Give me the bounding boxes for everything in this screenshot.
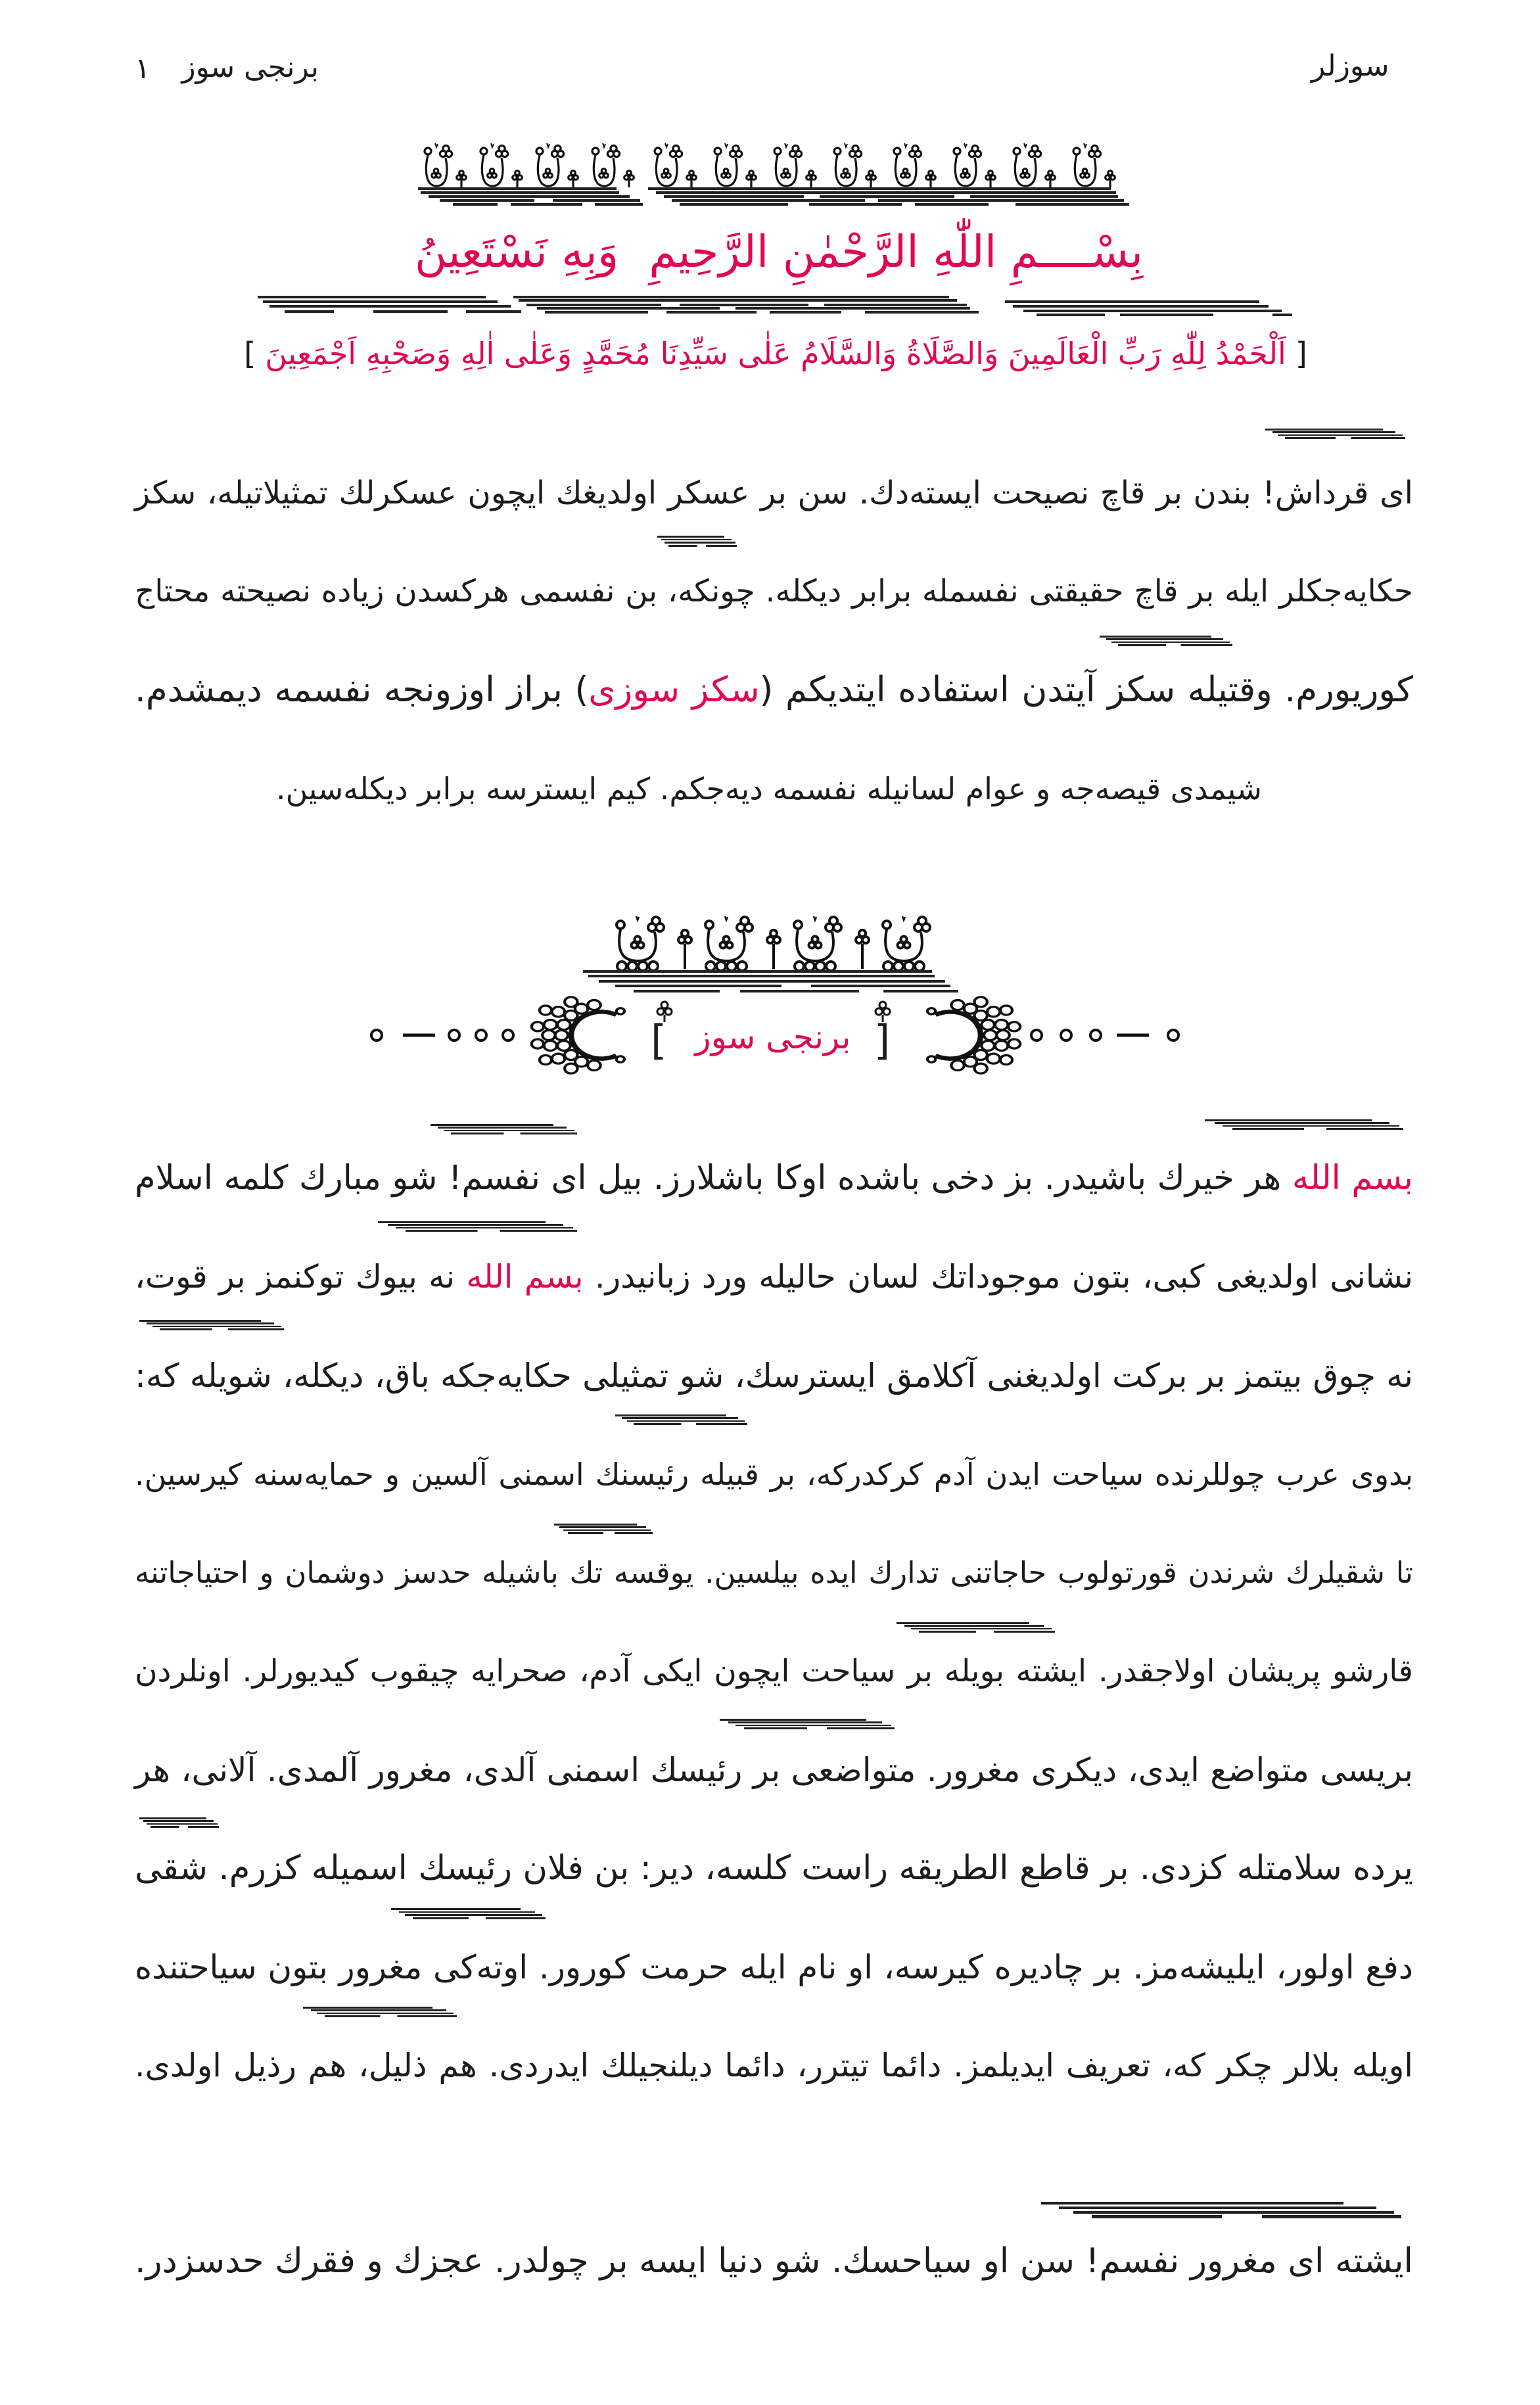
first-word-line-2-end: نه بیوك توكنمز بر قوت،: [135, 1258, 467, 1296]
basmala-line: [414, 208, 1144, 296]
section-title: برنجی سوز: [695, 1018, 851, 1056]
rule-mark: [139, 1817, 219, 1828]
first-word-line-10: اویله بلالر چكر كه، تعریف ایدیلمز. دائما تیترر، دائما دیلنجیلك ایدردی. هم ذلیل، هم رذیل اولدی.: [135, 2047, 1413, 2084]
rule-mark: [615, 1414, 747, 1425]
rule-mark: [554, 1524, 653, 1534]
rule-mark: [378, 1221, 577, 1232]
basmala-highlight-1: بسم الله: [1292, 1159, 1414, 1198]
tulip-ornament-top-icon: [414, 140, 1137, 207]
section-open-bracket: [: [651, 1016, 667, 1064]
first-word-line-1-text: هر خیرك باشیدر. بز دخی باشده اوكا باشلارز. بیل ای نفسم! شو مبارك كلمه اسلام: [135, 1159, 1292, 1198]
rule-mark: [303, 2007, 457, 2017]
hamd-line: [230, 319, 1321, 388]
beaded-crescent-right-icon: [923, 996, 1025, 1075]
intro-line-3-start: كوریورم. وقتیله سكز آیتدن استفاده ایتدیكم (: [759, 670, 1413, 710]
rule-mark: [720, 1719, 895, 1729]
first-word-line-7: بریسی متواضع ایدی، دیكری مغرور. متواضعی بر رئیسك اسمنی آلدی، مغرور آلمدی. آلانی، هر: [135, 1751, 1413, 1789]
section-close-bracket: ]: [874, 1016, 891, 1064]
rule-mark: [391, 1908, 546, 1919]
running-title: برنجی سوز: [181, 51, 319, 84]
bead-chain-right-icon: [1025, 1025, 1183, 1045]
first-word-line-4: بدوی عرب چوللرنده سیاحت ایدن آدم كركدركه، بر قبیله رئیسنك اسمنی آلسین و حمایه‌سنه كیرسین.: [135, 1457, 1413, 1492]
rule-mark: [1100, 636, 1232, 646]
rule-mark: [897, 1622, 1055, 1633]
rule-mark: [1041, 2202, 1401, 2218]
tulip-ornament-section-icon: [578, 912, 966, 994]
first-word-line-5: تا شقیلرك شرندن قورتولوب حاجاتنی تدارك ایده بیلسین. یوقسه تك باشیله حدسز دوشمان و احتیاجاتنه: [135, 1555, 1413, 1590]
rule-divider-icon: [250, 292, 1301, 318]
hamd-text: اَلْحَمْدُ لِلّٰهِ رَبِّ الْعَالَمِينَ وَالصَّلَاةُ وَالسَّلَامُ عَلٰى سَيِّدِنَا مُحَمَّدٍ وَعَلٰى اٰلِهِ وَصَحْبِهِ اَجْمَعِينَ: [265, 336, 1286, 371]
first-word-line-3: نه چوق بیتمز بر بركت اولدیغنی آكلامق ایسترسك، شو تمثیلی حكایه‌جكه باق، دیكله، شویله كه:: [135, 1357, 1413, 1395]
hamd-close-bracket: ]: [244, 336, 256, 371]
hamd-open-bracket: [: [1295, 336, 1307, 371]
rule-mark: [431, 1124, 577, 1134]
beaded-crescent-left-icon: [526, 996, 628, 1075]
bead-chain-left-icon: [368, 1025, 526, 1045]
rule-mark: [1205, 1119, 1403, 1130]
highlight-sekiz-sozler: سكز سوزی: [588, 670, 760, 710]
first-word-line-9: دفع اولور، ایلیشه‌مز. بر چادیره كیرسه، او نام ایله حرمت كورور. اوته‌كی مغرور بتون سیاحتنده: [135, 1948, 1413, 1986]
intro-line-2: حكایه‌جكلر ایله بر قاچ حقیقتی نفسمله برابر دیكله. چونكه، بن نفسمی هركسدن زیاده نصیحته محتاج: [135, 573, 1413, 609]
closing-line: ایشته ای مغرور نفسم! سن او سیاحسك. شو دنیا ایسه بر چولدر. عجزك و فقرك حدسزدر.: [135, 2241, 1413, 2281]
intro-line-3-end: ) براز اوزونجه نفسمه دیمشدم.: [135, 670, 589, 710]
intro-line-1: ای قرداش! بندن بر قاچ نصیحت ایسته‌دك. سن بر عسكر اولدیغك ایچون عسكرلك تمثیلاتیله، سكز: [135, 475, 1413, 511]
basmala-highlight-2: بسم الله: [466, 1258, 584, 1296]
first-word-line-1: [135, 1129, 1413, 1228]
book-title: سوزلر: [1311, 49, 1389, 83]
rule-mark: [139, 1320, 284, 1330]
page-number: ١: [135, 52, 151, 85]
first-word-line-8: یرده سلامتله كزدی. بر قاطع الطریقه راست كلسه، دیر: بن فلان رئیسك اسمیله كزرم. شقی: [135, 1849, 1413, 1888]
first-word-line-2: [135, 1228, 1413, 1326]
intro-line-3: [135, 641, 1413, 739]
basmala: بِسْــــمِ اللّٰهِ الرَّحْمٰنِ الرَّحِيمِ: [649, 226, 1144, 277]
rule-mark: [657, 536, 737, 547]
first-word-line-6: قارشو پریشان اولاجقدر. ایشته بویله بر سیاحت ایچون ایكی آدم، صحرایه چیقوب كیدیورلر. اونلردن: [135, 1653, 1413, 1689]
rule-mark: [1265, 429, 1405, 439]
intro-line-4: شیمدی قیصه‌جه و عوام لسانیله نفسمه دیه‌جكم. كیم ایسترسه برابر دیكله‌سین.: [276, 771, 1262, 806]
first-word-line-2-start: نشانی اولدیغی كبی، بتون موجوداتك لسان حالیله ورد زبانیدر.: [583, 1258, 1414, 1296]
basmala-suffix: وَبِهِ نَسْتَعِينُ: [414, 226, 619, 277]
